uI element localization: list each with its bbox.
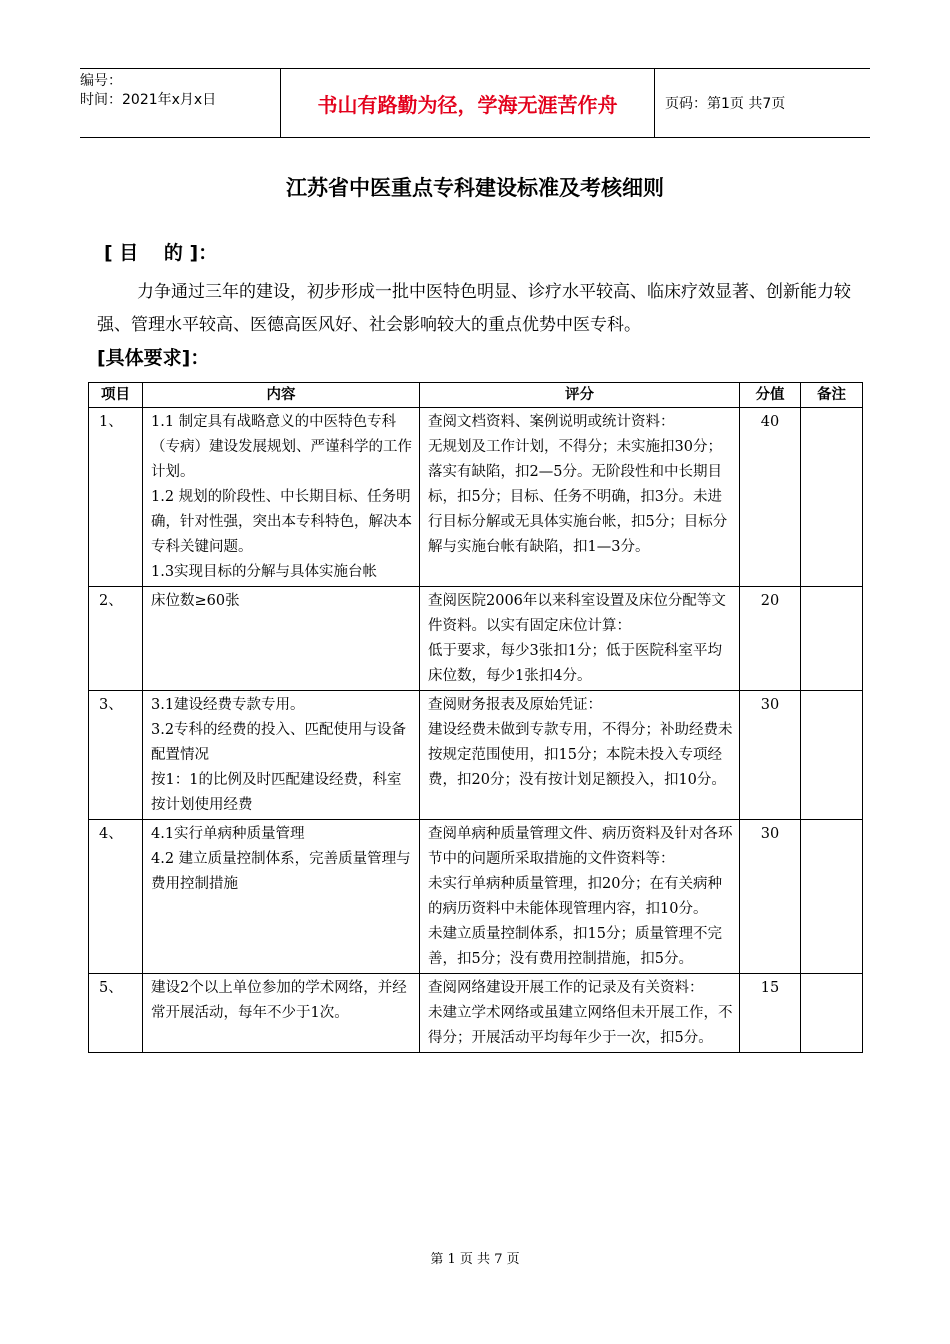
- content-line: 建设2个以上单位参加的学术网络，并经常开展活动，每年不少于1次。: [151, 980, 407, 1021]
- row-note: [801, 820, 863, 974]
- content-line: 1.1 制定具有战略意义的中医特色专科（专病）建设发展规划、严谨科学的工作计划。: [151, 414, 412, 480]
- row-scoring: [420, 974, 740, 1053]
- column-header-score: 分值: [740, 383, 801, 408]
- content-line: 4.1实行单病种质量管理: [151, 826, 305, 842]
- content-line: 3.2专科的经费的投入、匹配使用与设备配置情况: [151, 722, 407, 763]
- scoring-line: 查阅医院2006年以来科室设置及床位分配等文件资料。以实有固定床位计算：: [428, 593, 726, 634]
- row-score: 30: [740, 691, 801, 820]
- row-score: 20: [740, 587, 801, 691]
- row-scoring: [420, 587, 740, 691]
- table-row: [89, 408, 863, 587]
- column-header-scoring: 评分: [420, 383, 740, 408]
- scoring-line: 低于要求，每少3张扣1分；低于医院科室平均床位数，每少1张扣4分。: [428, 643, 722, 684]
- row-item-number: 2、: [89, 587, 143, 691]
- scoring-line: 查阅文档资料、案例说明或统计资料：: [428, 414, 675, 430]
- row-item-number: 4、: [89, 820, 143, 974]
- content-line: 床位数≥60张: [151, 593, 240, 609]
- row-scoring: [420, 820, 740, 974]
- requirements-heading: [具体要求]：: [97, 347, 210, 369]
- content-line: 1.2 规划的阶段性、中长期目标、任务明确，针对性强，突出本专科特色，解决本专科关键问题。: [151, 489, 412, 555]
- row-content: [143, 408, 420, 587]
- scoring-line: 建设经费未做到专款专用，不得分；补助经费未按规定范围使用，扣15分；本院未投入专项经费，扣20分；没有按计划足额投入，扣10分。: [428, 722, 733, 788]
- table-row: [89, 587, 863, 691]
- scoring-line: 未实行单病种质量管理，扣20分；在有关病种的病历资料中未能体现管理内容，扣10分。: [428, 876, 722, 917]
- page-footer: 第 1 页 共 7 页: [430, 1252, 520, 1267]
- scoring-line: 无规划及工作计划，不得分；未实施扣30分；落实有缺陷，扣2—5分。无阶段性和中长期目标，扣5分；目标、任务不明确，扣3分。未进行目标分解或无具体实施台帐，扣5分；目标分解与实施台帐有缺陷，扣1—3分。: [428, 439, 728, 555]
- row-score: 15: [740, 974, 801, 1053]
- scoring-line: 查阅财务报表及原始凭证：: [428, 697, 602, 713]
- row-scoring: [420, 408, 740, 587]
- table-header-row: [89, 383, 863, 408]
- row-note: [801, 691, 863, 820]
- row-note: [801, 587, 863, 691]
- purpose-paragraph: 力争通过三年的建设，初步形成一批中医特色明显、诊疗水平较高、临床疗效显著、创新能力较强、管理水平较高、医德高医风好、社会影响较大的重点优势中医专科。: [97, 282, 851, 335]
- row-note: [801, 974, 863, 1053]
- document-title: 江苏省中医重点专科建设标准及考核细则: [286, 176, 664, 200]
- scoring-line: 查阅单病种质量管理文件、病历资料及针对各环节中的问题所采取措施的文件资料等：: [428, 826, 733, 867]
- table-row: [89, 820, 863, 974]
- content-line: 4.2 建立质量控制体系，完善质量管理与费用控制措施: [151, 851, 411, 892]
- document-number-label: 编号：: [80, 73, 122, 89]
- column-header-note: 备注: [801, 383, 863, 408]
- row-item-number: 5、: [89, 974, 143, 1053]
- table-row: [89, 974, 863, 1053]
- row-note: [801, 408, 863, 587]
- content-line: 1.3实现目标的分解与具体实施台帐: [151, 564, 378, 580]
- row-scoring: [420, 691, 740, 820]
- scoring-line: 未建立学术网络或虽建立网络但未开展工作，不得分；开展活动平均每年少于一次，扣5分。: [428, 1005, 733, 1046]
- column-header-item: 项目: [89, 383, 143, 408]
- purpose-heading: [ 目 的 ]：: [104, 242, 218, 264]
- row-content: [143, 820, 420, 974]
- content-line: 3.1建设经费专款专用。: [151, 697, 305, 713]
- page-header: [80, 68, 870, 138]
- scoring-line: 查阅网络建设开展工作的记录及有关资料：: [428, 980, 704, 996]
- row-score: 30: [740, 820, 801, 974]
- row-item-number: 3、: [89, 691, 143, 820]
- header-meta: [80, 69, 280, 137]
- row-content: [143, 587, 420, 691]
- table-row: [89, 691, 863, 820]
- header-page-info: 页码：第1页 共7页: [665, 96, 786, 112]
- column-header-content: 内容: [143, 383, 420, 408]
- document-date: 时间：2021年x月x日: [80, 92, 217, 108]
- row-content: [143, 974, 420, 1053]
- row-content: [143, 691, 420, 820]
- scoring-line: 未建立质量控制体系，扣15分；质量管理不完善，扣5分；没有费用控制措施，扣5分。: [428, 926, 722, 967]
- content-line: 按1：1的比例及时匹配建设经费，科室按计划使用经费: [151, 772, 402, 813]
- row-score: 40: [740, 408, 801, 587]
- row-item-number: 1、: [89, 408, 143, 587]
- requirements-table: [88, 382, 863, 1053]
- header-motto: 书山有路勤为径，学海无涯苦作舟: [280, 69, 655, 137]
